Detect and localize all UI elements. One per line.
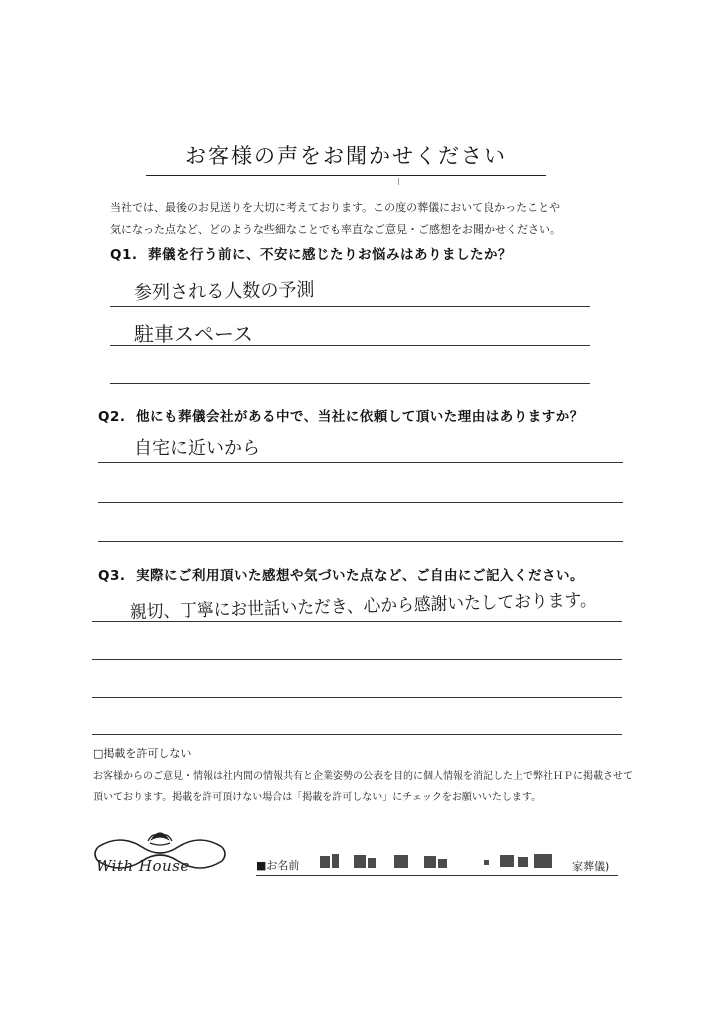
name-underline (256, 875, 618, 876)
answer-line (92, 697, 622, 698)
question-3-number: Q3. (98, 568, 126, 584)
answer-line (92, 734, 622, 735)
answer-3-line-1: 親切、丁寧にお世話いただき、心から感謝いたしております。 (129, 589, 597, 623)
answer-line (110, 306, 590, 307)
answer-line (110, 345, 590, 346)
intro-line-2: 気になった点など、どのような些細なことでも率直なご意見・ご感想をお聞かせください。 (110, 223, 561, 236)
question-2-number: Q2. (98, 409, 126, 425)
question-3-text: 実際にご利用頂いた感想や気づいた点など、ご自由にご記入ください。 (136, 568, 584, 584)
answer-line (110, 383, 590, 384)
answer-2-line-1: 自宅に近いから (134, 438, 260, 459)
answer-line (98, 462, 623, 463)
answer-line (98, 541, 623, 542)
question-2-text: 他にも葬儀会社がある中で、当社に依頼して頂いた理由はありますか？ (136, 409, 584, 425)
question-1 (110, 243, 512, 263)
question-1-text: 葬儀を行う前に、不安に感じたりお悩みはありましたか？ (148, 247, 512, 263)
answer-line (92, 659, 622, 660)
intro-text (110, 197, 610, 241)
page-title: お客様の声をお聞かせください (185, 144, 507, 168)
title-underline (146, 175, 546, 176)
answer-1-line-2: 駐車スペース (134, 322, 253, 346)
name-suffix: 家葬儀) (572, 860, 610, 873)
answer-line (92, 621, 622, 622)
logo-text: With House (96, 857, 190, 875)
privacy-notice-line-1: お客様からのご意見・情報は社内間の情報共有と企業姿勢の公表を目的に個人情報を消記した上で弊社ＨＰに掲載させて (93, 771, 633, 782)
answer-line (98, 502, 623, 503)
name-label: ■お名前 (256, 859, 300, 872)
intro-line-1: 当社では、最後のお見送りを大切に考えております。この度の葬儀において良かったことや (110, 201, 561, 214)
privacy-notice (93, 766, 653, 808)
with-house-logo (90, 825, 230, 880)
question-1-number: Q1. (110, 247, 138, 263)
redacted-family-name (484, 852, 564, 872)
scan-mark (398, 178, 399, 185)
privacy-notice-line-2: 頂いております。掲載を許可頂けない場合は「掲載を許可しない」にチェックをお願いいたします。 (93, 792, 542, 803)
do-not-publish-checkbox[interactable]: □掲載を許可しない (93, 747, 192, 760)
question-2 (98, 405, 584, 425)
question-3 (98, 564, 584, 584)
answer-1-line-1: 参列される人数の予測 (133, 278, 315, 304)
redacted-name (320, 852, 450, 872)
